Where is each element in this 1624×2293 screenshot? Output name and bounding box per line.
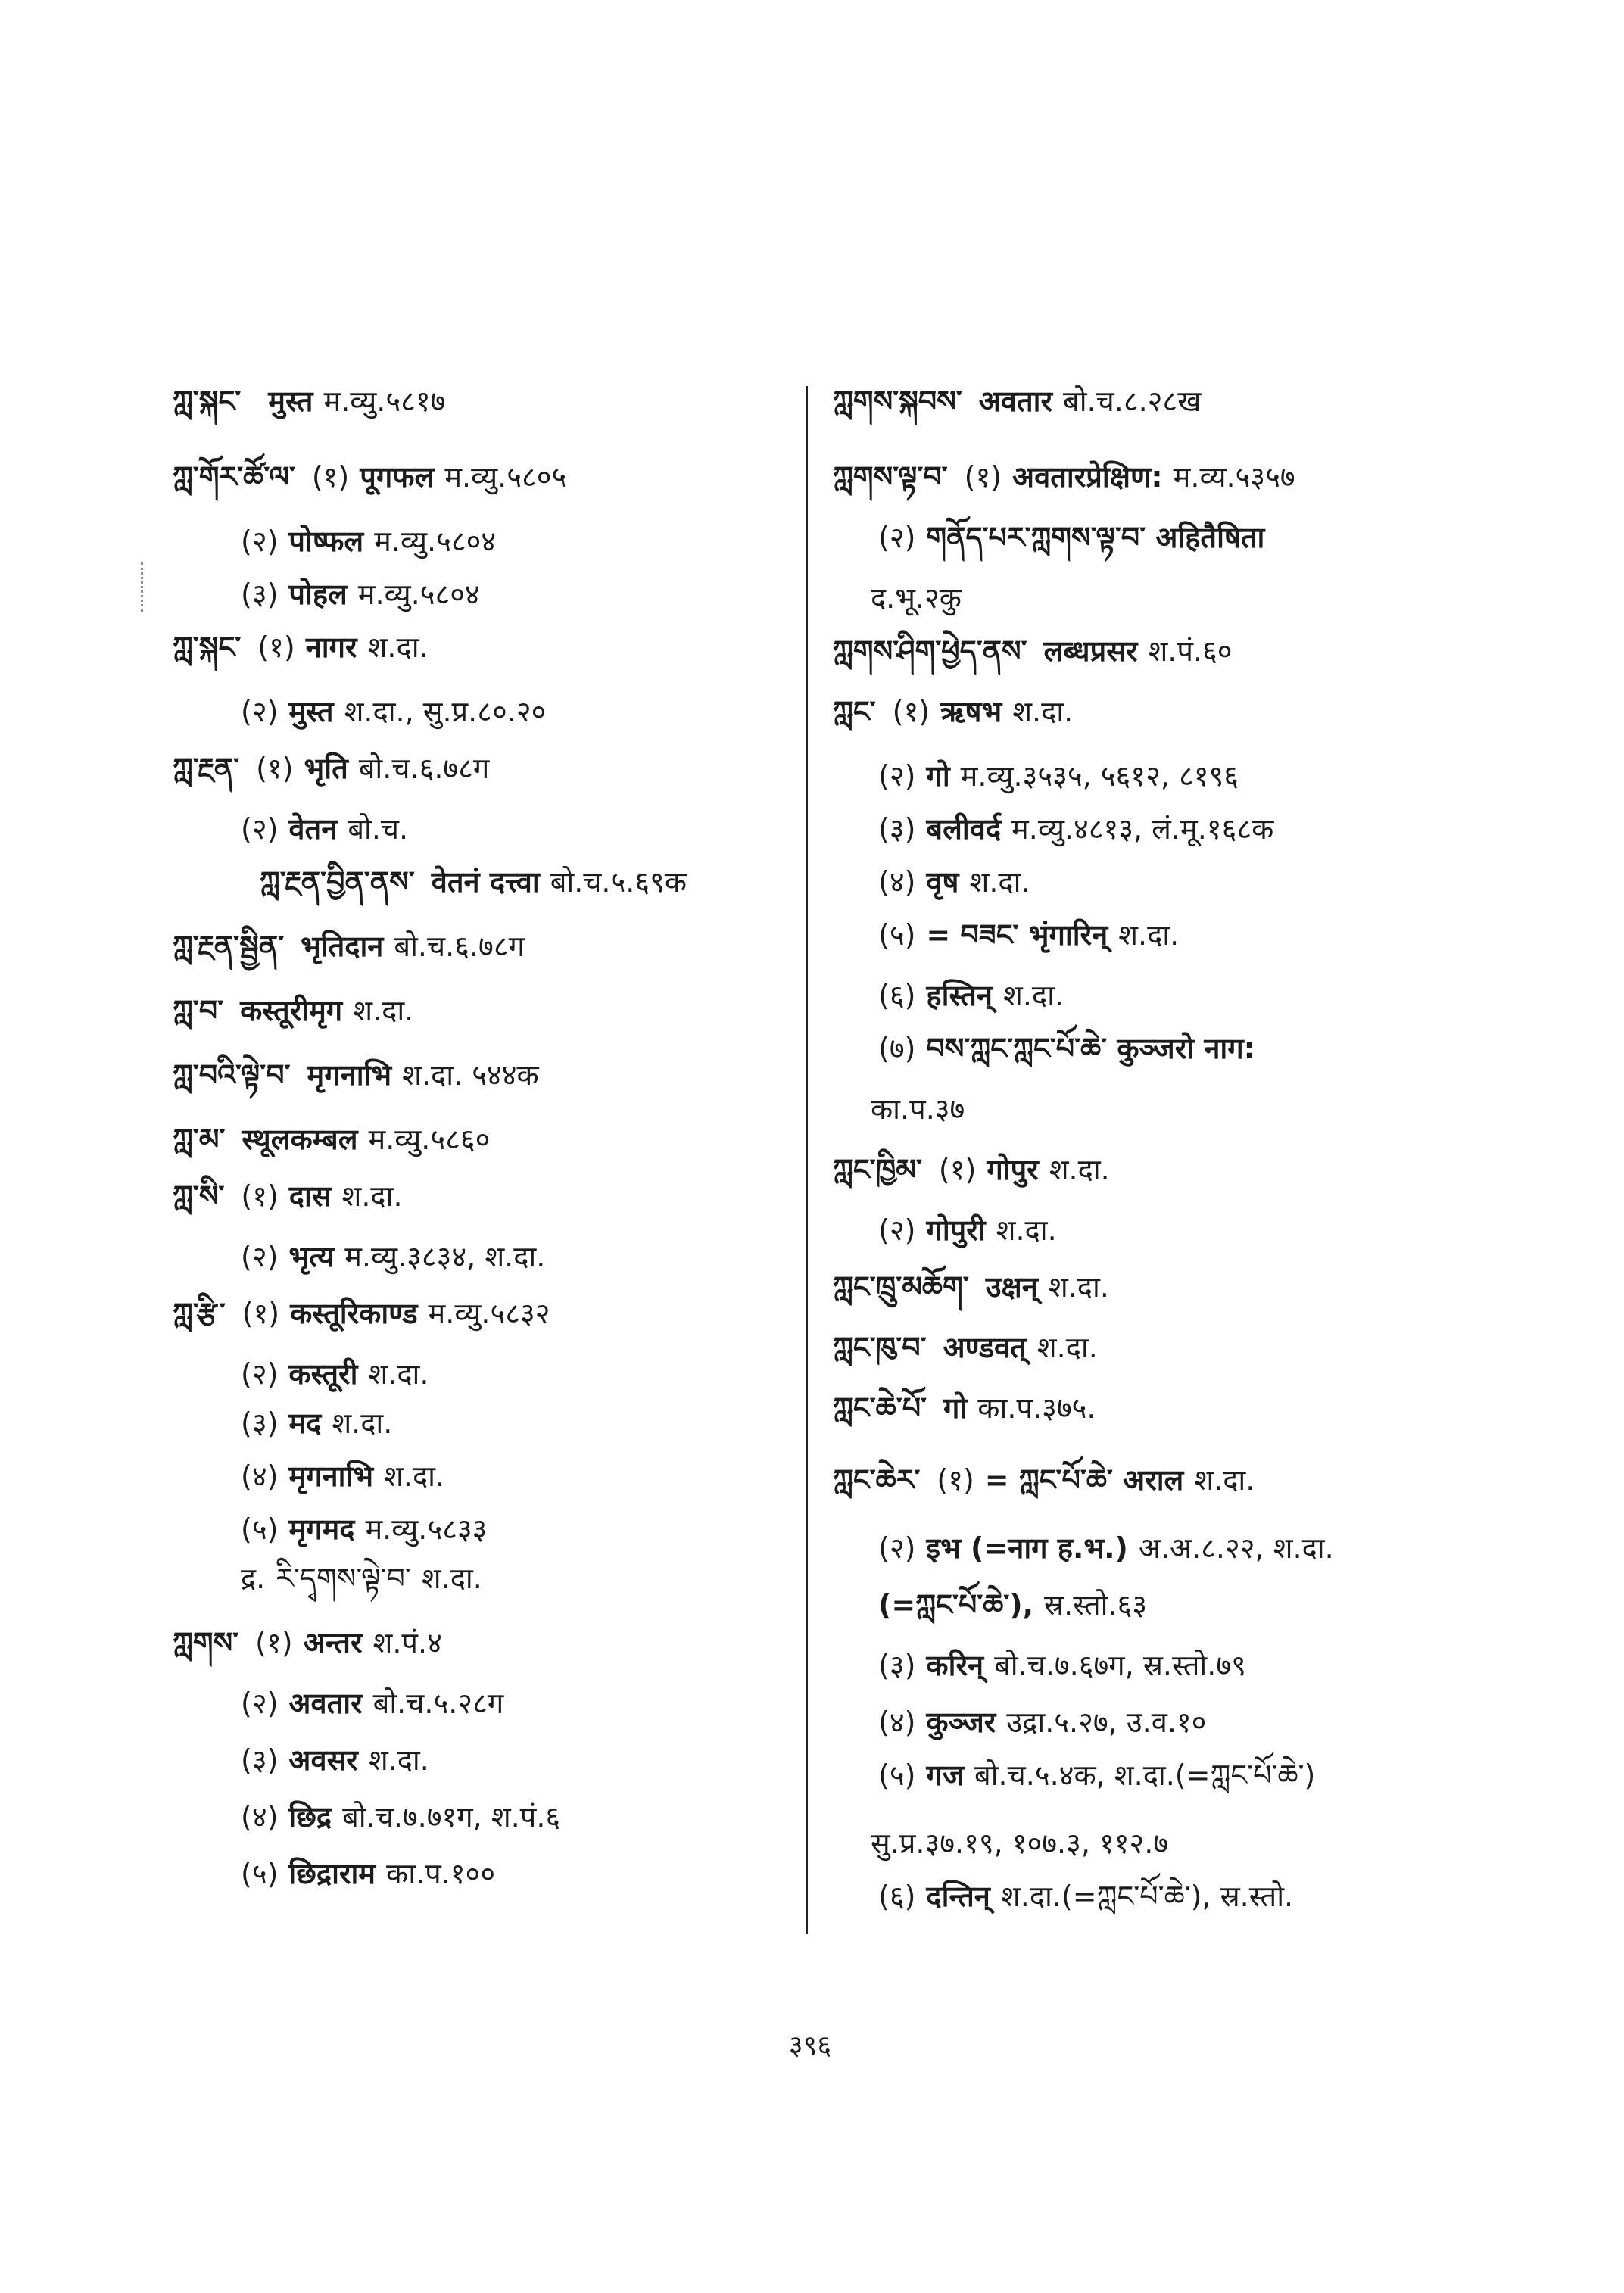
column-divider [806,386,808,1934]
sense-number: (२) [241,1687,279,1720]
tibetan-headword: ཀླ་མ་ [173,1123,226,1156]
sense-number: (१) [242,1297,280,1330]
sanskrit-term: दास [288,1179,332,1213]
cross-reference-marker: द्र. [241,1562,266,1595]
source-reference: बो.च.५.४क, श.दा.(=ཀླང་པོ་ཆེ་) [974,1759,1316,1792]
sanskrit-term: इभ (=नाग ह.भ.) [926,1531,1128,1565]
entry-line [173,458,566,496]
sense-number: (२) [878,521,916,554]
entry-line [173,1056,539,1094]
sanskrit-term: गोपुरी [926,1213,986,1247]
tibetan-headword: ཀླང་ཁུ་བ་ [833,1331,927,1364]
sense-number: (४) [878,1706,916,1739]
source-reference: श.दा. [384,1460,445,1493]
source-reference: द.भू.२कु [871,581,962,615]
entry-line [878,916,1179,954]
sense-number: (४) [878,865,916,899]
entry-line [833,632,1233,670]
entry-line [241,810,408,848]
sense-number: (१) [255,1626,293,1659]
entry-line [241,1855,495,1893]
tibetan-headword: ཀླ་སྐང་ [173,631,242,664]
sanskrit-term: अन्तर [303,1626,363,1659]
entry-line [241,522,496,560]
entry-line [871,1824,1168,1862]
entry-line [833,1461,1255,1499]
source-reference: बो.च.६.७८ग [394,930,525,963]
sense-number: (४) [241,1800,279,1833]
entry-line [871,579,962,617]
cross-reference-tibetan: རི་དྭགས་ལྟེ་བ་ [276,1562,411,1595]
sanskrit-term: अवसर [288,1743,358,1777]
entry-line [173,1120,490,1158]
source-reference: बो.च.७.६७ग, स्र.स्तो.७९ [994,1649,1246,1682]
tibetan-headword: ཀླ་རྔན་སྦྱིན་ [173,930,285,963]
scan-dot-mark [141,562,146,612]
source-reference: श.दा. [1036,1331,1098,1364]
source-reference: अ.अ.८.२२, श.दा. [1138,1531,1334,1565]
entry-line [173,1294,550,1332]
sense-number: (१) [892,695,930,728]
source-reference: श.दा. [332,1407,393,1440]
sanskrit-term: स्थूलकम्बल [242,1123,358,1156]
tibetan-headword: ཀླ་གོར་ཚོ་ལ་ [173,460,295,494]
source-reference: म.व्यु.३५३५, ५६१२, ८१९६ [960,759,1239,793]
source-reference: बो.च. [348,812,409,846]
sense-number: (२) [241,1240,279,1273]
sense-number: (३) [878,1649,916,1682]
entry-line [878,1586,1147,1624]
source-reference: बो.च.५.२८ग [372,1687,504,1720]
source-reference: श.दा. [1118,918,1180,952]
entry-line [241,1355,429,1393]
source-reference: श.दा. [367,631,429,664]
sanskrit-term: छिद्राराम [288,1857,376,1890]
entry-line [833,1151,1110,1189]
entry-line [833,1389,1096,1427]
tibetan-headword: ཀླ་རྔན་བྱིན་ནས་ [260,865,415,899]
source-reference: म.व्यु.५८३२ [428,1297,550,1330]
entry-line [241,1741,429,1779]
sanskrit-term: अण्डवत् [943,1331,1027,1364]
source-reference: म.व्यु.४८१३, लं.मू.१६८क [1011,812,1274,846]
tibetan-headword: ཀླགས་ཤིག་ཕྱེད་ནས་ [833,634,1027,668]
sense-number: (५) [878,918,916,952]
sense-number: (५) [241,1857,279,1890]
source-reference: म.व्यु.५८०५ [444,460,567,494]
sense-number: (२) [241,525,279,558]
source-reference: श.दा. [1002,979,1064,1012]
sanskrit-term: पूगफल [360,460,435,494]
source-reference: म.व्यु.५८०४ [374,525,497,558]
source-reference: म.व्यु.३८३४, श.दा. [344,1240,546,1273]
source-reference: श.दा. [1048,1270,1109,1304]
entry-line [241,1457,444,1495]
source-reference: म.व्यु.५८३३ [365,1513,488,1546]
source-reference: सु.प्र.३७.१९, १०७.३, ११२.७ [871,1827,1169,1860]
sanskrit-term: = ཀླང་པོ་ཆེ་ अराल [984,1463,1184,1497]
sanskrit-term: गोपुर [987,1153,1039,1186]
entry-line [260,863,687,901]
sanskrit-term: दन्तिन् [926,1880,990,1913]
entry-line [241,1684,503,1722]
source-reference: श.पं.६० [1148,634,1233,668]
sense-number: (१) [938,1153,977,1186]
entry-line [833,693,1073,731]
sanskrit-term: གནོད་པར་ཀླགས་ལྟ་བ་ अहितैषिता [926,521,1265,554]
sanskrit-term: लब्धप्रसर [1043,634,1138,668]
entry-line [878,863,1030,901]
source-reference: बो.च.६.७८ग [358,752,490,785]
source-reference: का.प.३७ [871,1092,965,1126]
tibetan-headword: ཀླང་ཁྲུ་མཆོག་ [833,1270,969,1304]
source-reference: का.प.३७५. [977,1391,1096,1425]
source-reference: म.व्यु.५८१७ [323,385,446,418]
sense-number: (१) [964,460,1002,494]
sense-number: (३) [241,1407,279,1440]
source-reference: श.दा.(=ཀླང་པོ་ཆེ་), स्र.स्तो. [1000,1880,1294,1913]
entry-line [878,1030,1266,1067]
sanskrit-term: मद [288,1407,322,1440]
entry-line [173,992,413,1030]
entry-line [833,458,1295,496]
tibetan-headword: ཀླ་བ་ [173,994,224,1027]
source-reference: श.दा. [368,1357,429,1391]
sanskrit-term: गो [943,1391,968,1425]
entry-line [241,575,480,613]
entry-line [833,382,1201,420]
tibetan-headword: ཀླགས་ལྟ་བ་ [833,460,948,494]
sanskrit-term: हस्तिन् [926,979,993,1012]
tibetan-headword: ཀླང་ [833,695,876,728]
sanskrit-term: कुञ्जर [926,1706,996,1739]
entry-line [173,1624,442,1662]
sanskrit-term: (=ཀླང་པོ་ཆེ་), [878,1588,1034,1622]
sanskrit-term: बलीवर्द [926,812,1002,846]
source-reference: म.व्यु.५८६० [368,1123,491,1156]
sense-number: (२) [878,1213,916,1247]
sanskrit-term: मृगनाभि [288,1460,374,1493]
source-reference: स्र.स्तो.६३ [1044,1588,1148,1622]
source-reference: का.प.१०० [386,1857,496,1890]
sanskrit-term: मुस्त [288,695,334,728]
source-reference: बो.च.७.७१ग, श.पं.६ [342,1800,561,1833]
entry-line [878,519,1275,556]
sanskrit-term: अवतार [978,385,1052,418]
source-reference: उद्रा.५.२७, उ.व.१० [1006,1706,1207,1739]
sanskrit-term: ऋषभ [940,695,1002,728]
source-reference: श.दा. [421,1562,482,1595]
source-reference: श.दा. [368,1743,429,1777]
sense-number: (१) [241,1179,279,1213]
tibetan-headword: ཀླགས་ [173,1626,239,1659]
sanskrit-term: मुस्त [268,385,313,418]
source-reference: श.दा., सु.प्र.८०.२० [344,695,547,728]
sense-number: (२) [878,1531,916,1565]
entry-line [241,1559,482,1597]
sense-number: (३) [241,578,279,611]
tibetan-headword: ཀླང་ཆེར་ [833,1463,921,1497]
sanskrit-term: पोष्फल [288,525,364,558]
entry-line [241,693,546,731]
sense-number: (३) [878,812,916,846]
sanskrit-term: वेतन [288,812,338,846]
entry-line [173,749,489,787]
entry-line [871,1090,965,1128]
sanskrit-term: भृतिदान [301,930,384,963]
entry-line [878,1877,1293,1915]
entry-line [241,1238,545,1276]
sanskrit-term: भृत्य [288,1240,335,1273]
sense-number: (५) [241,1513,279,1546]
sense-number: (१) [937,1463,974,1497]
entry-line [878,1529,1334,1567]
tibetan-headword: ཀླ་བའི་ལྟེ་བ་ [173,1058,291,1092]
sanskrit-term: छिद्र [288,1800,332,1833]
entry-line [241,1798,560,1836]
entry-line [173,927,525,965]
source-reference: श.दा. [969,865,1030,899]
sanskrit-term: वेतनं दत्त्वा [431,865,540,899]
sanskrit-term: पोहल [288,578,348,611]
entry-line [878,1756,1315,1794]
entry-line [878,977,1064,1014]
source-reference: श.दा. [996,1213,1057,1247]
sense-number: (६) [878,979,916,1012]
sanskrit-term: मृगनाभि [307,1058,392,1092]
tibetan-headword: ཀླང་ཁྱིམ་ [833,1153,922,1186]
entry-line [878,757,1239,795]
sense-number: (६) [878,1880,916,1913]
source-reference: श.पं.४ [372,1626,442,1659]
sense-number: (२) [241,812,279,846]
sanskrit-term: गज [926,1759,965,1792]
entry-line [878,1211,1057,1249]
source-reference: श.दा. [353,994,414,1027]
tibetan-headword: ཀླགས་སྐབས་ [833,385,962,418]
sanskrit-term: नागर [305,631,357,664]
sanskrit-term: भृति [304,752,348,785]
source-reference: म.व्यु.५८०४ [357,578,480,611]
source-reference: श.दा. [1012,695,1074,728]
sanskrit-term: བས་ཀླང་ཀླང་པོ་ཆེ་ कुञ्जरो नाग: [926,1032,1255,1065]
source-reference: श.दा. [1049,1153,1110,1186]
source-reference: बो.च.५.६९क [550,865,687,899]
sanskrit-term: कस्तूरी [288,1357,358,1391]
tibetan-headword: ཀླ་སི་ [173,1179,225,1213]
sense-number: (२) [878,759,916,793]
sense-number: (२) [241,1357,279,1391]
tibetan-headword: ཀླ་རྩི་ [173,1297,226,1330]
sense-number: (७) [878,1032,916,1065]
source-reference: म.व्य.५३५७ [1173,460,1295,494]
entry-line [241,1404,392,1442]
entry-line [833,1329,1098,1366]
entry-line [173,628,429,666]
source-reference: श.दा. [1194,1463,1255,1497]
sanskrit-term: = བཟང་ भृंगारिन् [926,918,1108,952]
sense-number: (४) [241,1460,279,1493]
sense-number: (१) [256,752,294,785]
sense-number: (५) [878,1759,916,1792]
sense-number: (३) [241,1743,279,1777]
source-reference: बो.च.८.२८ख [1063,385,1202,418]
tibetan-headword: ཀླ་སྐང་ [173,385,242,418]
sense-number: (१) [311,460,350,494]
entry-line [878,810,1273,848]
sanskrit-term: करिन् [926,1649,984,1682]
entry-line [241,1510,487,1548]
tibetan-headword: ཀླ་རྔན་ [173,752,240,785]
sanskrit-term: कस्तूरिकाण्ड [290,1297,418,1330]
sanskrit-term: अवतारप्रेक्षिण: [1012,460,1163,494]
entry-line [878,1703,1206,1741]
sanskrit-term: उक्षन् [985,1270,1038,1304]
page-number: ३९६ [788,2030,832,2061]
sense-number: (१) [257,631,295,664]
entry-line [173,1177,403,1215]
tibetan-headword: ཀླང་ཆེ་པོ་ [833,1391,927,1425]
sanskrit-term: मृगमद [288,1513,355,1546]
sanskrit-term: गो [926,759,950,793]
sense-number: (२) [241,695,279,728]
source-reference: श.दा. [341,1179,403,1213]
entry-line [173,382,445,420]
entry-line [833,1268,1109,1306]
entry-line [878,1647,1246,1684]
source-reference: श.दा. ५४४क [402,1058,539,1092]
sanskrit-term: अवतार [288,1687,363,1720]
sanskrit-term: वृष [926,865,959,899]
sanskrit-term: कस्तूरीमृग [240,994,343,1027]
